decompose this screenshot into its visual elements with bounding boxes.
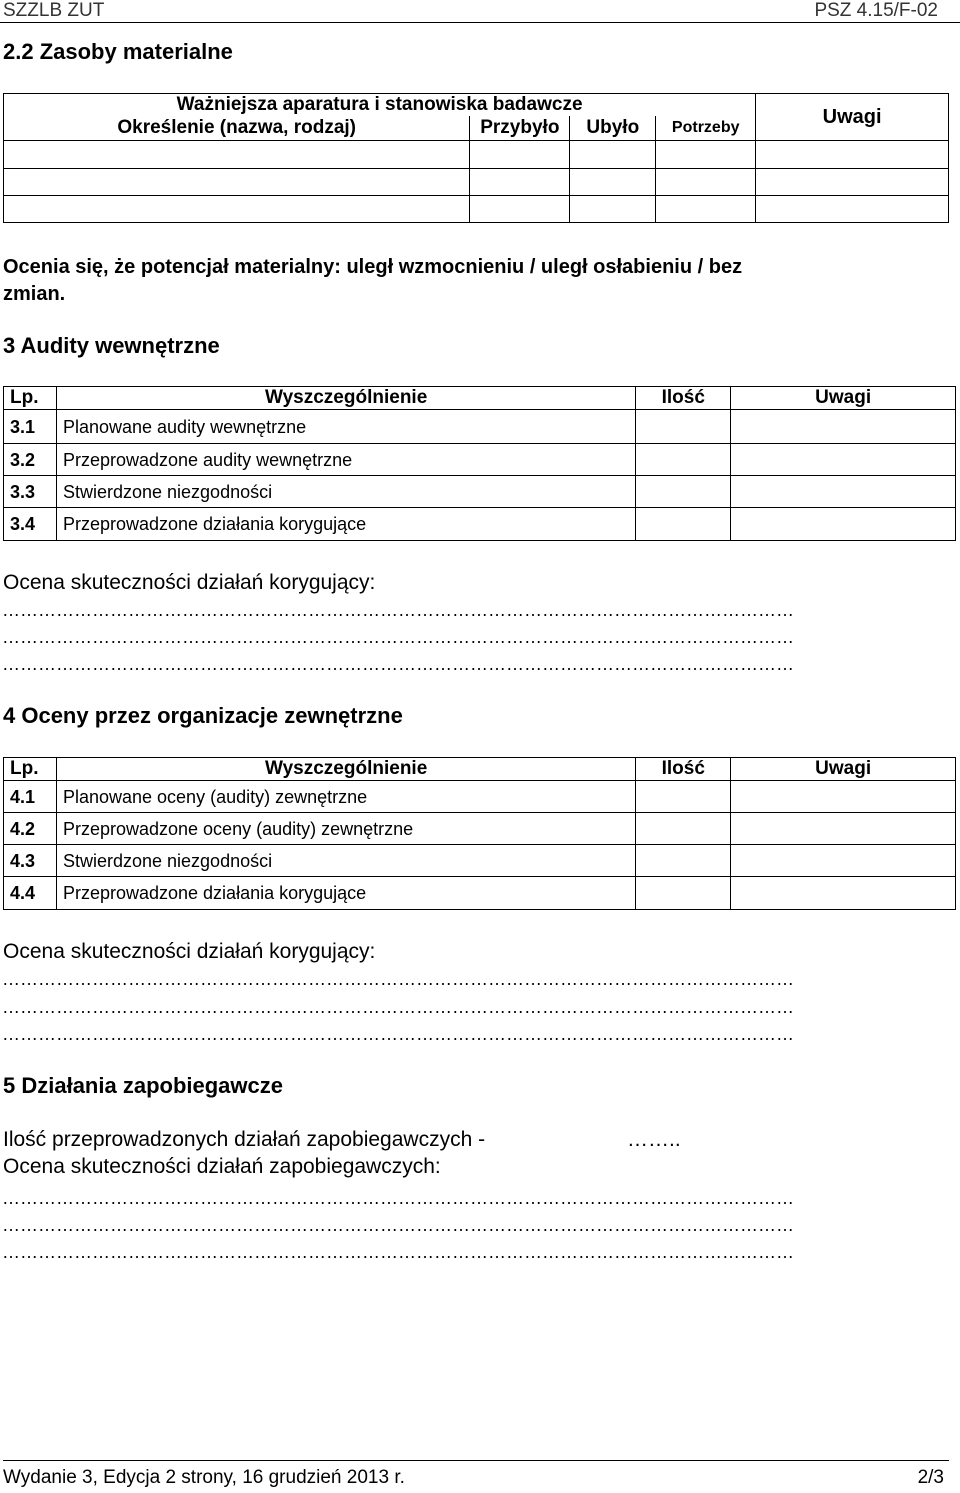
equipment-col-in: Przybyło	[470, 116, 570, 140]
table-row	[4, 195, 949, 222]
audits-evaluation-line-3[interactable]: ……………………………………………………………………………………………………………………	[2, 654, 794, 674]
row-notes[interactable]	[731, 410, 956, 444]
preventive-evaluation-line-3[interactable]: ……………………………………………………………………………………………………………………	[2, 1242, 794, 1262]
table-cell[interactable]	[470, 195, 570, 222]
audits-col-desc: Wyszczególnienie	[56, 387, 635, 410]
external-evaluation-line-2[interactable]: ……………………………………………………………………………………………………………………	[2, 997, 794, 1017]
external-col-qty: Ilość	[636, 758, 731, 781]
table-cell[interactable]	[470, 168, 570, 195]
row-qty[interactable]	[636, 410, 731, 444]
row-qty[interactable]	[636, 845, 731, 877]
section-5-title: 5 Działania zapobiegawcze	[3, 1073, 283, 1098]
table-cell[interactable]	[756, 140, 949, 168]
table-row	[4, 781, 956, 813]
equipment-group-header: Ważniejsza aparatura i stanowiska badawcze	[4, 94, 756, 117]
table-cell[interactable]	[756, 195, 949, 222]
row-desc: Przeprowadzone działania korygujące	[56, 877, 635, 910]
header-left: SZZLB ZUT	[3, 0, 105, 21]
row-notes[interactable]	[731, 813, 956, 845]
table-row	[4, 845, 956, 877]
audits-col-lp: Lp.	[4, 387, 57, 410]
audits-col-notes: Uwagi	[731, 387, 956, 410]
equipment-table	[3, 93, 949, 223]
section-3-title: 3 Audity wewnętrzne	[3, 333, 220, 358]
row-notes[interactable]	[731, 877, 956, 910]
row-qty[interactable]	[636, 476, 731, 508]
row-qty[interactable]	[636, 508, 731, 541]
row-lp: 3.3	[4, 476, 57, 508]
table-cell[interactable]	[470, 140, 570, 168]
footer-left: Wydanie 3, Edycja 2 strony, 16 grudzień 2013 r.	[3, 1467, 405, 1488]
external-evaluation-line-3[interactable]: ……………………………………………………………………………………………………………………	[2, 1024, 794, 1044]
table-row	[4, 410, 956, 444]
row-desc: Przeprowadzone działania korygujące	[56, 508, 635, 541]
header-right: PSZ 4.15/F-02	[814, 0, 938, 21]
table-cell[interactable]	[756, 168, 949, 195]
table-row	[4, 476, 956, 508]
external-audits-table	[3, 757, 956, 910]
table-cell[interactable]	[570, 168, 656, 195]
preventive-evaluation-label: Ocena skuteczności działań zapobiegawczych:	[3, 1155, 441, 1178]
audits-col-qty: Ilość	[636, 387, 731, 410]
row-desc: Przeprowadzone oceny (audity) zewnętrzne	[56, 813, 635, 845]
row-qty[interactable]	[636, 813, 731, 845]
preventive-evaluation-line-2[interactable]: ……………………………………………………………………………………………………………………	[2, 1215, 794, 1235]
row-notes[interactable]	[731, 781, 956, 813]
equipment-col-needs: Potrzeby	[656, 116, 756, 140]
table-cell[interactable]	[570, 140, 656, 168]
row-qty[interactable]	[636, 444, 731, 476]
preventive-evaluation-line-1[interactable]: ……………………………………………………………………………………………………………………	[2, 1188, 794, 1208]
row-lp: 4.1	[4, 781, 57, 813]
preventive-count-label: Ilość przeprowadzonych działań zapobiegawczych -	[3, 1128, 486, 1151]
external-col-notes: Uwagi	[731, 758, 956, 781]
table-cell[interactable]	[570, 195, 656, 222]
row-desc: Stwierdzone niezgodności	[56, 845, 635, 877]
row-desc: Przeprowadzone audity wewnętrzne	[56, 444, 635, 476]
row-notes[interactable]	[731, 444, 956, 476]
table-row	[4, 508, 956, 541]
external-evaluation-line-1[interactable]: ……………………………………………………………………………………………………………………	[2, 969, 794, 989]
row-lp: 3.1	[4, 410, 57, 444]
table-cell[interactable]	[656, 195, 756, 222]
row-lp: 3.4	[4, 508, 57, 541]
row-lp: 4.4	[4, 877, 57, 910]
table-row	[4, 813, 956, 845]
row-desc: Planowane oceny (audity) zewnętrzne	[56, 781, 635, 813]
equipment-col-name: Określenie (nazwa, rodzaj)	[4, 116, 470, 140]
table-row	[4, 877, 956, 910]
table-cell[interactable]	[4, 140, 470, 168]
table-row	[4, 168, 949, 195]
equipment-col-notes: Uwagi	[756, 94, 949, 141]
row-notes[interactable]	[731, 508, 956, 541]
section-2-2-title: 2.2 Zasoby materialne	[3, 39, 233, 64]
row-desc: Stwierdzone niezgodności	[56, 476, 635, 508]
row-lp: 4.2	[4, 813, 57, 845]
audits-evaluation-line-1[interactable]: ……………………………………………………………………………………………………………………	[2, 600, 794, 620]
row-notes[interactable]	[731, 845, 956, 877]
section-4-title: 4 Oceny przez organizacje zewnętrzne	[3, 703, 403, 728]
table-cell[interactable]	[4, 195, 470, 222]
external-col-desc: Wyszczególnienie	[56, 758, 635, 781]
audits-evaluation-label: Ocena skuteczności działań korygujący:	[3, 571, 376, 594]
row-lp: 4.3	[4, 845, 57, 877]
preventive-count-value[interactable]: ……..	[627, 1128, 681, 1151]
table-cell[interactable]	[656, 140, 756, 168]
row-qty[interactable]	[636, 877, 731, 910]
table-row	[4, 140, 949, 168]
table-cell[interactable]	[4, 168, 470, 195]
row-notes[interactable]	[731, 476, 956, 508]
equipment-col-out: Ubyło	[570, 116, 656, 140]
footer-divider	[3, 1460, 949, 1461]
row-desc: Planowane audity wewnętrzne	[56, 410, 635, 444]
external-col-lp: Lp.	[4, 758, 57, 781]
audits-evaluation-line-2[interactable]: ……………………………………………………………………………………………………………………	[2, 627, 794, 647]
row-lp: 3.2	[4, 444, 57, 476]
footer-right: 2/3	[917, 1467, 944, 1488]
material-assessment: Ocenia się, że potencjał materialny: uległ wzmocnieniu / uległ osłabieniu / bez	[3, 256, 743, 278]
table-cell[interactable]	[656, 168, 756, 195]
material-assessment-cont: zmian.	[3, 283, 66, 305]
table-row	[4, 444, 956, 476]
row-qty[interactable]	[636, 781, 731, 813]
header-divider	[0, 22, 960, 23]
external-evaluation-label: Ocena skuteczności działań korygujący:	[3, 940, 376, 963]
internal-audits-table	[3, 386, 956, 541]
